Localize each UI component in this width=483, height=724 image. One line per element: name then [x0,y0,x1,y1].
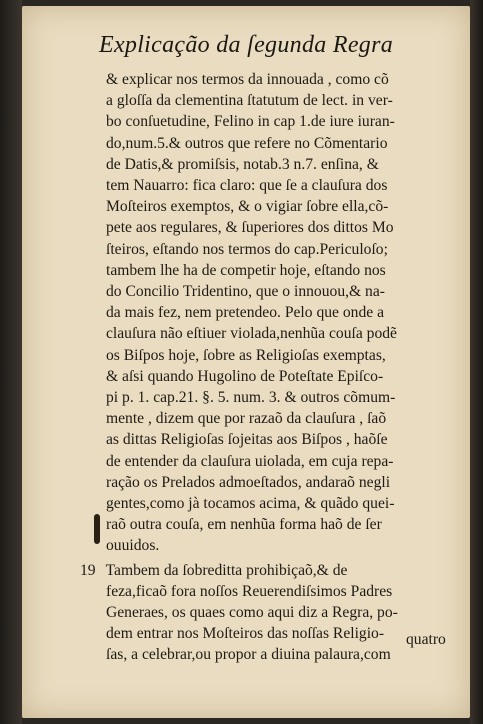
text-line: bo conſuetudine, Felino in cap 1.de iure iuran- [106,113,395,131]
text-line: ouuidos. [106,537,160,555]
text-line: & aſsi quando Hugolino de Poteſtate Epiſco- [106,367,384,385]
text-line: do Concilio Tridentino, que o innouou,& na- [106,283,385,301]
text-line: Generaes, os quaes como aqui diz a Regra, po- [106,604,398,622]
text-line: tem Nauarro: fica claro: que ſe a clauſura dos [106,177,388,195]
text-line: feza,ficaõ fora noſſos Reuerendiſsimos Padres [106,582,393,600]
text-line: as dittas Religioſas ſojeitas aos Biſpos , haõſe [106,431,388,449]
text-line: mente , dizem que por razaõ da clauſura , ſaõ [106,410,387,428]
book-page [22,6,470,718]
catchword: quatro [406,631,446,648]
text-line: os Biſpos hoje, ſobre as Religioſas exemptas, [106,346,386,364]
text-line: & explicar nos termos da innouada , como cõ [106,71,389,88]
text-line [80,560,466,581]
book-gutter [470,0,483,724]
text-line: da mais fez, nem pretendeo. Pelo que onde a [106,304,384,322]
text-line: de Datis,& promiſsis, notab.3 n.7. enſina, & [106,155,379,173]
text-line: de entender da clauſura uiolada, em cuja repa- [106,452,394,470]
text-line: gentes,como jà tocamos acima, & quãdo quei- [106,495,395,513]
paragraph-number: 19 [80,561,96,579]
text-line: dem entrar nos Moſteiros das noſſas Religio- [106,625,385,643]
text-line: raõ outra couſa, em nenhũa forma haõ de ſer [106,516,382,534]
text-line: a gloſſa da clementina ſtatutum de lect. in ver- [106,92,393,110]
text-line: tambem lhe ha de competir hoje, eſtando nos [106,261,386,279]
text-line: ração os Prelados admoeſtados, andaraõ negli [106,473,391,491]
page-body [80,69,466,666]
text-line: do,num.5.& outros que refere no Cõmentario [106,134,388,152]
page-header: Explicação da ſegunda Regra [98,32,394,58]
text-line: ſas, a celebrar,ou propor a diuina palaura,com [106,646,391,664]
text-line: ſteiros, eſtando nos termos do cap.Periculoſo; [106,240,388,258]
book-spine-edge [0,0,22,724]
text-line: clauſura não eſtiuer violada,nenhũa couſa podẽ [106,325,397,343]
text-line: Moſteiros exemptos, & o vigiar ſobre ella,cõ- [106,198,389,216]
text-line: pi p. 1. cap.21. §. 5. num. 3. & outros cõmum- [106,389,396,407]
ink-mark [94,514,100,544]
paragraph-text: Tambem da ſobreditta prohibiçaõ,& de [105,561,348,579]
text-line: pete aos regulares, & ſuperiores dos dittos Mo [106,219,394,237]
